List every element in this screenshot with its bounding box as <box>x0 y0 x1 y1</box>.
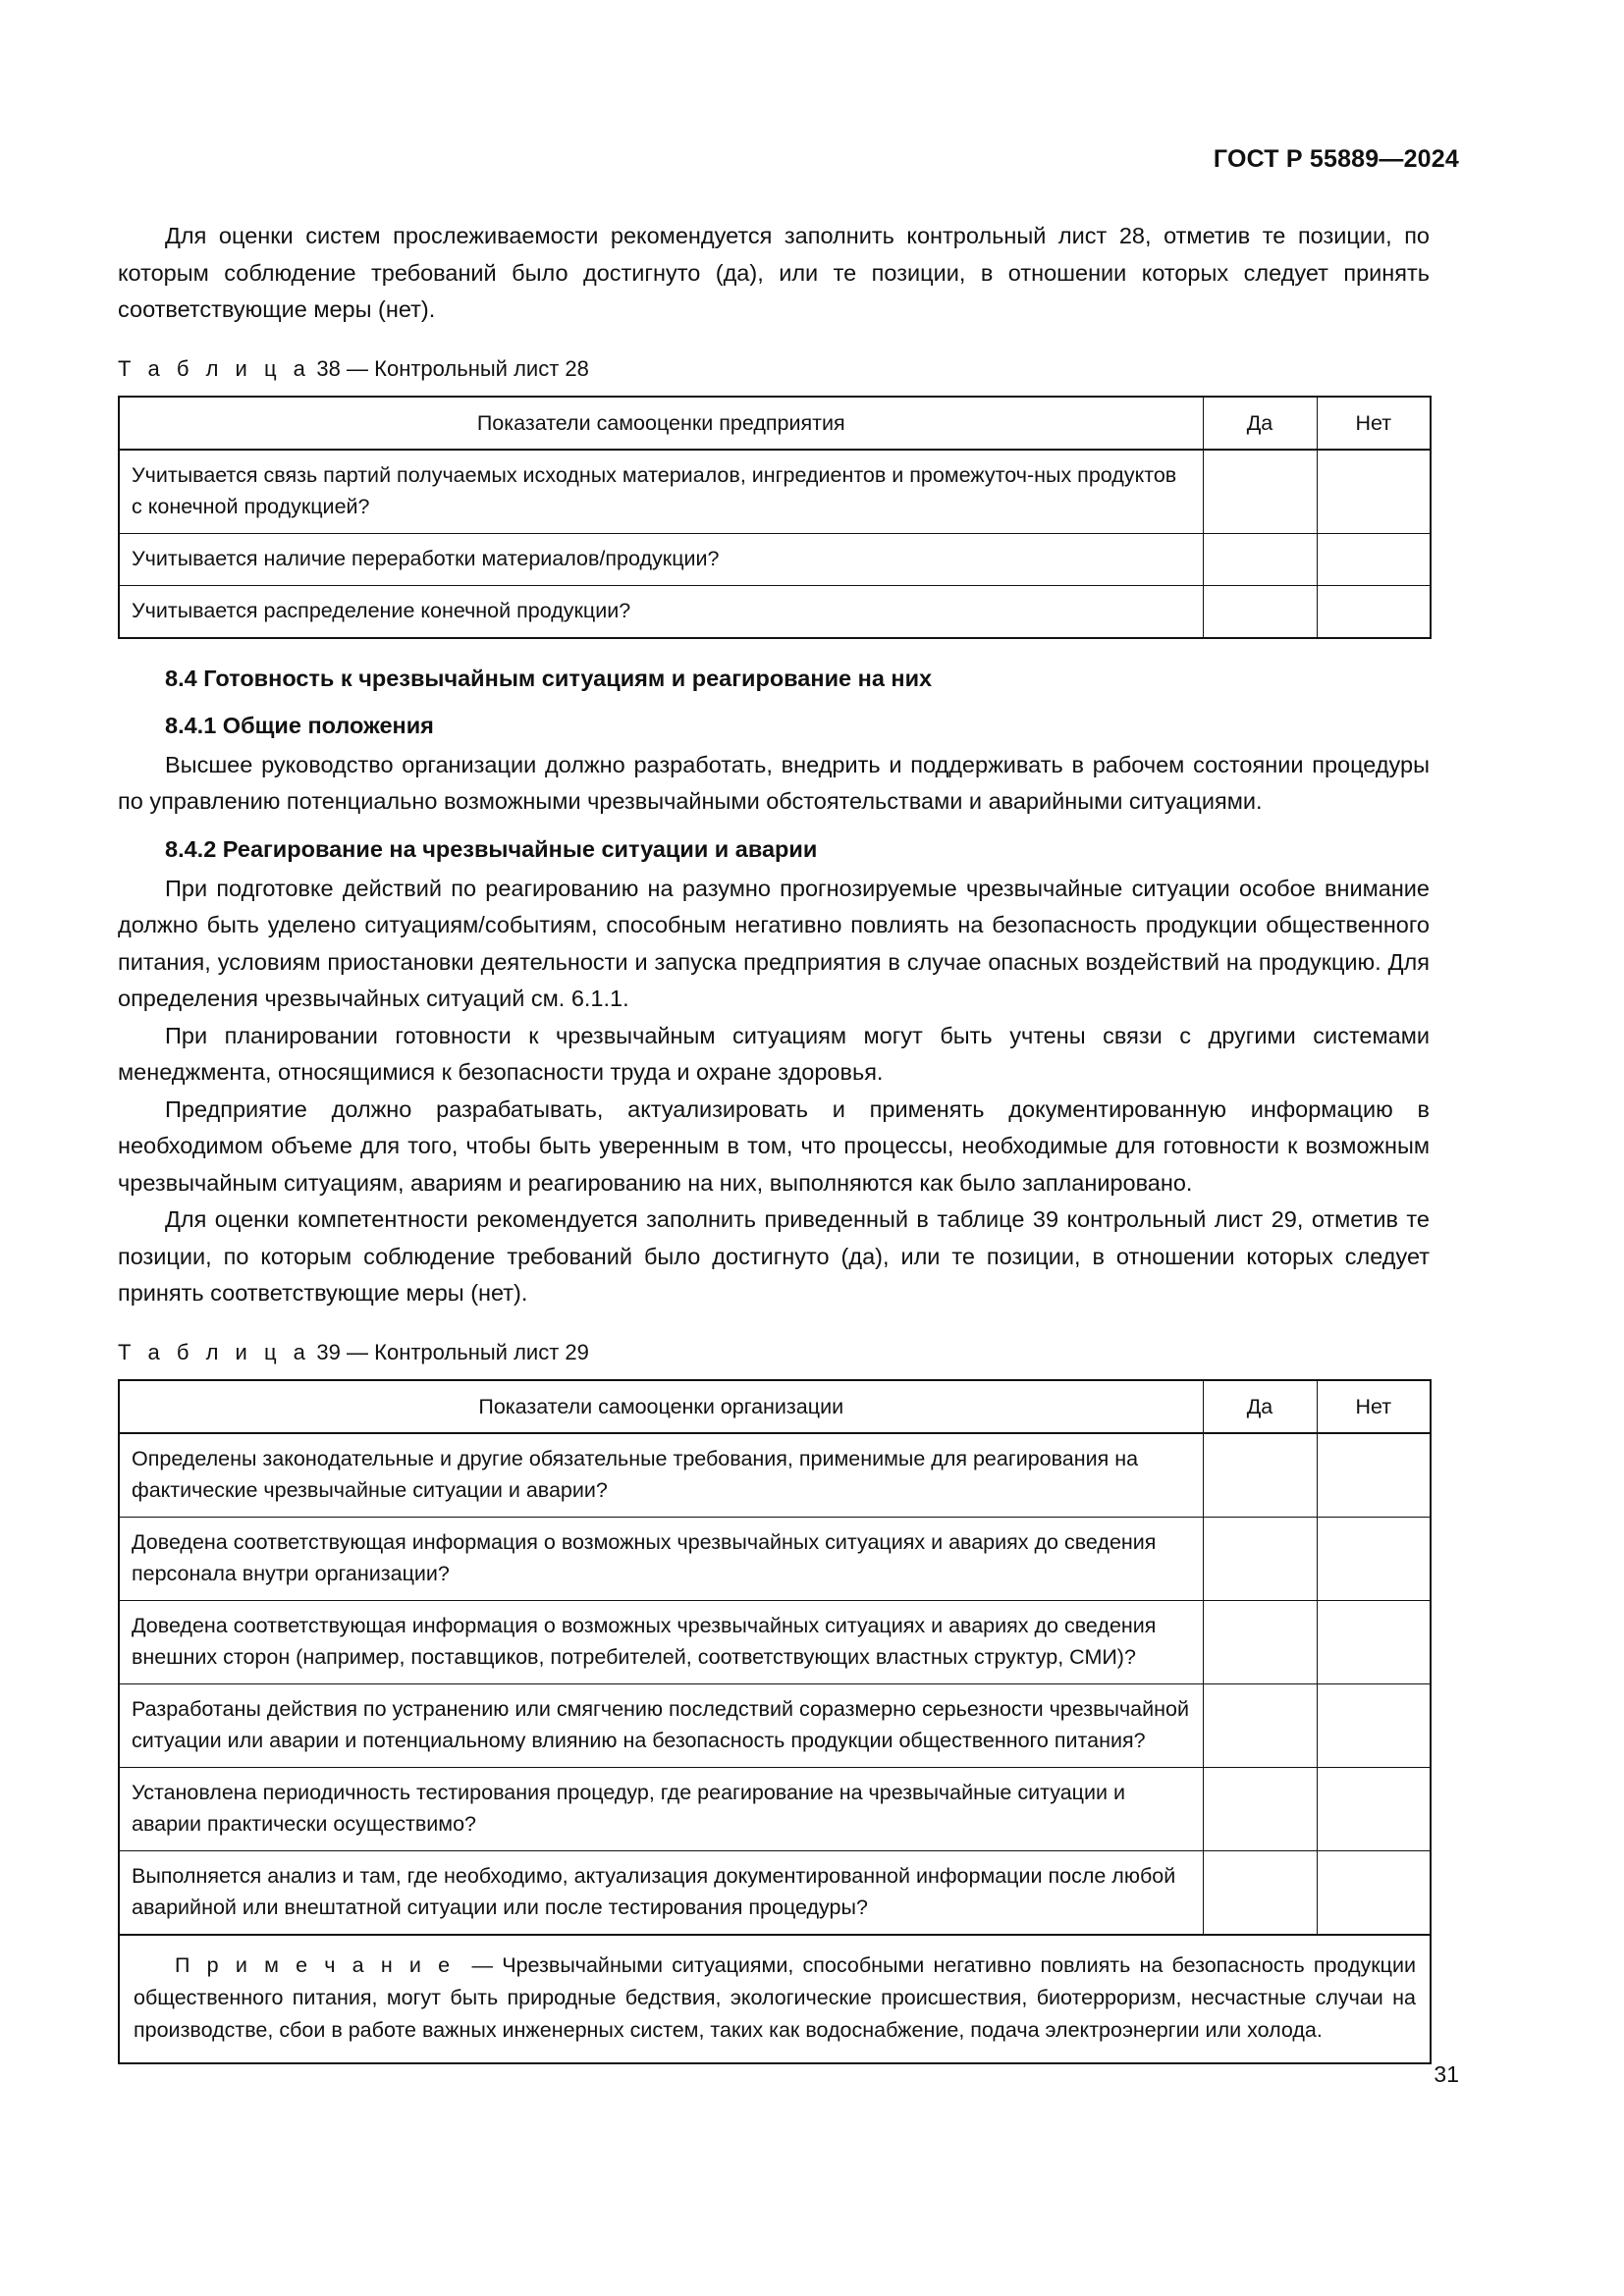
table-39-yes-checkbox-cell[interactable] <box>1203 1850 1317 1935</box>
table-38-question: Учитывается распределение конечной продукции? <box>119 585 1203 638</box>
table-39-note-row <box>119 1935 1431 2063</box>
paragraph-8-4-2-3: Предприятие должно разрабатывать, актуализировать и применять документированную информацию в необходимом объеме для того, чтобы быть уверенным в том, что процессы, необходимые для готовности к возможным чрезвычайным ситуациям, авариям и реагированию на них, выполняются как было запланировано. <box>118 1095 1430 1196</box>
table-row <box>119 1683 1431 1767</box>
table-row <box>119 1517 1431 1600</box>
table-39-question: Определены законодательные и другие обязательные требования, применимые для реагирования на фактические чрезвычайные ситуации и аварии? <box>119 1433 1203 1518</box>
table-39-caption-label: Т а б л и ц а <box>118 1339 311 1364</box>
paragraph-8-4-2-1: При подготовке действий по реагированию на разумно прогнозируемые чрезвычайные ситуации особое внимание должно быть уделено ситуациям/событиям, способным негативно повлиять на безопасность продукции общественного питания, условиям приостановки деятельности и запуска предприятия в случае опасных воздействий на продукцию. Для определения чрезвычайных ситуаций см. 6.1.1. <box>118 875 1430 1011</box>
table-row <box>119 1433 1431 1518</box>
page-content <box>118 218 1430 2064</box>
table-38-checklist-28 <box>118 396 1432 639</box>
table-39-question: Выполняется анализ и там, где необходимо, актуализация документированной информации после любой аварийной или внештатной ситуации или после тестирования процедуры? <box>119 1850 1203 1935</box>
table-39-note-cell <box>119 1935 1431 2063</box>
table-39-checklist-29 <box>118 1379 1432 2064</box>
table-39-caption-dash: — <box>347 1339 369 1364</box>
table-38-yes-checkbox-cell[interactable] <box>1203 533 1317 585</box>
table-39-question: Доведена соответствующая информация о возможных чрезвычайных ситуациях и авариях до сведения внешних сторон (например, поставщиков, потребителей, соответствующих властных структур, СМИ)? <box>119 1600 1203 1683</box>
table-39-question: Доведена соответствующая информация о возможных чрезвычайных ситуациях и авариях до сведения персонала внутри организации? <box>119 1517 1203 1600</box>
table-row <box>119 450 1431 534</box>
table-38-caption-title: Контрольный лист 28 <box>374 355 589 381</box>
table-39-no-checkbox-cell[interactable] <box>1317 1767 1431 1850</box>
paragraph-8-4-2-4: Для оценки компетентности рекомендуется заполнить приведенный в таблице 39 контрольный лист 29, отметив те позиции, по которым соблюдение требований было достигнуто (да), или те позиции, в отношении которых следует принять соответствующие меры (нет). <box>118 1206 1430 1306</box>
page-number: 31 <box>1434 2061 1459 2087</box>
table-row <box>119 1850 1431 1935</box>
table-39-no-checkbox-cell[interactable] <box>1317 1433 1431 1518</box>
table-row <box>119 1600 1431 1683</box>
section-heading-8-4: 8.4 Готовность к чрезвычайным ситуациям и реагирование на них <box>165 665 933 691</box>
table-row <box>119 585 1431 638</box>
table-38-caption-number: 38 <box>316 355 341 381</box>
table-39-no-checkbox-cell[interactable] <box>1317 1683 1431 1767</box>
section-heading-8-4-2: 8.4.2 Реагирование на чрезвычайные ситуации и аварии <box>165 835 818 862</box>
paragraph-8-4-1: Высшее руководство организации должно разработать, внедрить и поддерживать в рабочем состоянии процедуры по управлению потенциально возможными чрезвычайными обстоятельствами и аварийными ситуациями. <box>118 751 1430 814</box>
section-heading-8-4-1: 8.4.1 Общие положения <box>165 712 434 738</box>
table-row <box>119 533 1431 585</box>
table-38-question: Учитывается наличие переработки материалов/продукции? <box>119 533 1203 585</box>
note-text: Чрезвычайными ситуациями, способными негативно повлиять на безопасность продукции общественного питания, могут быть природные бедствия, экологические происшествия, биотерроризм, несчастные случаи на производстве, сбои в работе важных инженерных систем, таких как водоснабжение, подача электроэнергии или холода. <box>134 1952 1416 2042</box>
table-39-col-header-indicator: Показатели самооценки организации <box>119 1380 1203 1433</box>
table-38-col-header-no: Нет <box>1317 397 1431 450</box>
table-39-no-checkbox-cell[interactable] <box>1317 1517 1431 1600</box>
table-38-caption <box>118 354 1430 384</box>
table-39-col-header-yes: Да <box>1203 1380 1317 1433</box>
note-label: П р и м е ч а н и е <box>175 1952 455 1977</box>
table-header-row <box>119 397 1431 450</box>
table-38-col-header-indicator: Показатели самооценки предприятия <box>119 397 1203 450</box>
table-38-caption-dash: — <box>347 355 369 381</box>
table-39-yes-checkbox-cell[interactable] <box>1203 1600 1317 1683</box>
table-38-no-checkbox-cell[interactable] <box>1317 450 1431 534</box>
table-38-no-checkbox-cell[interactable] <box>1317 533 1431 585</box>
table-38-question: Учитывается связь партий получаемых исходных материалов, ингредиентов и промежуточ-ных продуктов с конечной продукцией? <box>119 450 1203 534</box>
table-39-no-checkbox-cell[interactable] <box>1317 1600 1431 1683</box>
table-39-caption <box>118 1338 1430 1367</box>
paragraph-8-4-2-2: При планировании готовности к чрезвычайным ситуациям могут быть учтены связи с другими системами менеджмента, относящимися к безопасности труда и охране здоровья. <box>118 1022 1430 1085</box>
table-39-col-header-no: Нет <box>1317 1380 1431 1433</box>
table-39-yes-checkbox-cell[interactable] <box>1203 1767 1317 1850</box>
table-38-no-checkbox-cell[interactable] <box>1317 585 1431 638</box>
table-38-col-header-yes: Да <box>1203 397 1317 450</box>
table-38-yes-checkbox-cell[interactable] <box>1203 450 1317 534</box>
table-39-caption-title: Контрольный лист 29 <box>374 1339 589 1364</box>
table-39-caption-number: 39 <box>316 1339 341 1364</box>
table-39-yes-checkbox-cell[interactable] <box>1203 1433 1317 1518</box>
table-39-no-checkbox-cell[interactable] <box>1317 1850 1431 1935</box>
table-39-question: Установлена периодичность тестирования процедур, где реагирование на чрезвычайные ситуации и аварии практически осуществимо? <box>119 1767 1203 1850</box>
intro-paragraph: Для оценки систем прослеживаемости рекомендуется заполнить контрольный лист 28, отметив те позиции, по которым соблюдение требований было достигнуто (да), или те позиции, в отношении которых следует принять соответствующие меры (нет). <box>118 223 1430 322</box>
table-38-caption-label: Т а б л и ц а <box>118 355 311 381</box>
note-dash: — <box>471 1952 494 1977</box>
table-39-question: Разработаны действия по устранению или смягчению последствий соразмерно серьезности чрезвычайной ситуации или аварии и потенциальному влиянию на безопасность продукции общественного питания? <box>119 1683 1203 1767</box>
table-header-row <box>119 1380 1431 1433</box>
table-39-yes-checkbox-cell[interactable] <box>1203 1683 1317 1767</box>
page-header-standard-id: ГОСТ Р 55889—2024 <box>1213 145 1459 173</box>
table-38-yes-checkbox-cell[interactable] <box>1203 585 1317 638</box>
table-row <box>119 1767 1431 1850</box>
table-39-yes-checkbox-cell[interactable] <box>1203 1517 1317 1600</box>
